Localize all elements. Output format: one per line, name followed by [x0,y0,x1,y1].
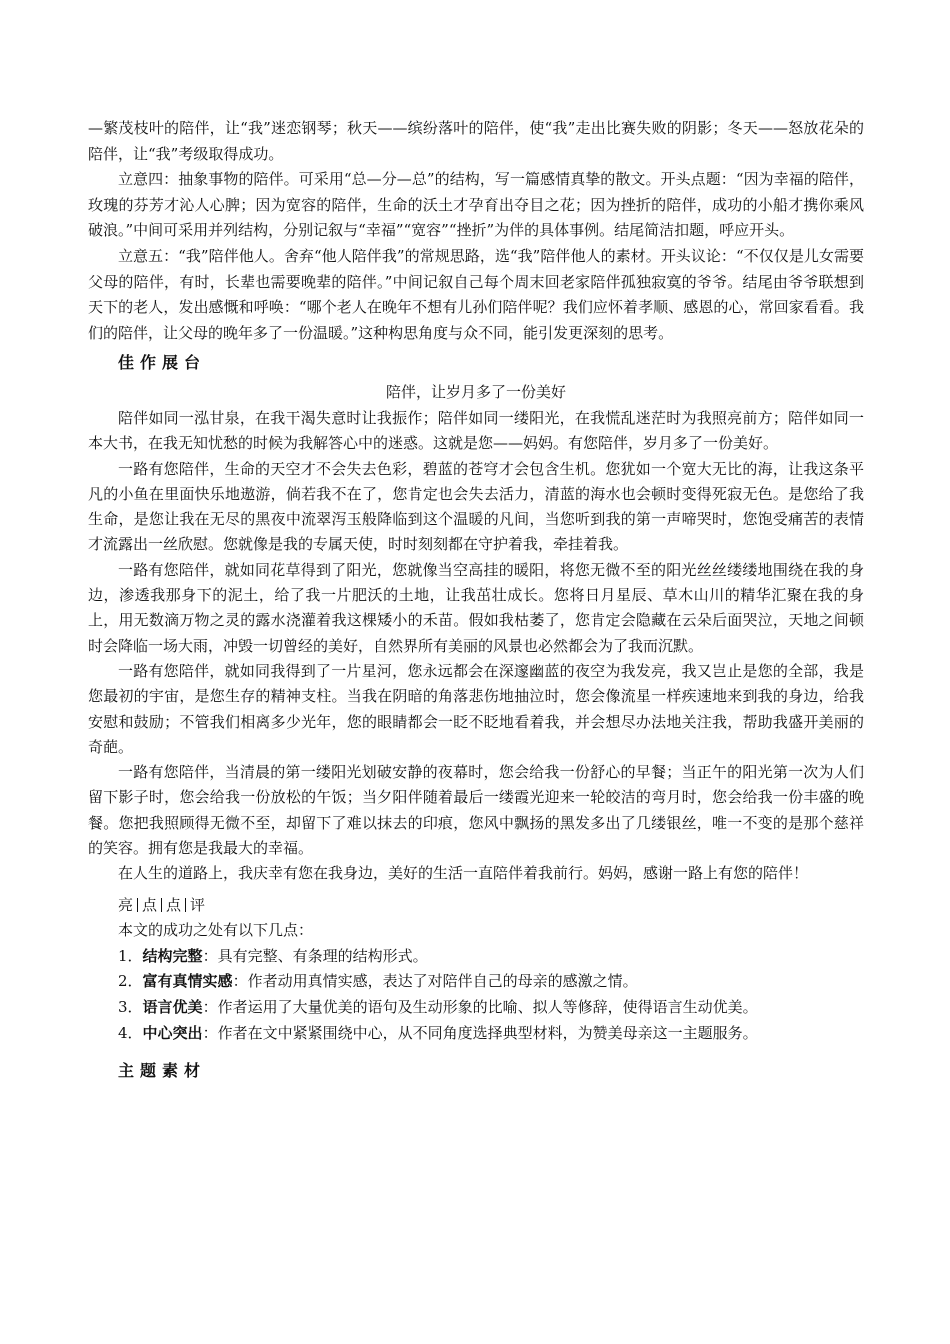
essay-paragraph: 一路有您陪伴，当清晨的第一缕阳光划破安静的夜幕时，您会给我一份舒心的早餐；当正午的阳光第一次为人们留下影子时，您会给我一份放松的午饭；当夕阳伴随着最后一缕霞光迎来一轮皎洁的弯月时，您会给我一份丰盛的晚餐。您把我照顾得无微不至，却留下了难以抹去的印痕，您风中飘扬的黑发多出了几缕银丝，唯一不变的是那个慈祥的笑容。拥有您是我最大的幸福。 [88,763,864,857]
item-text: ：具有完整、有条理的结构形式。 [202,946,428,965]
comment-item [88,1021,864,1047]
essay-body [88,406,864,887]
comment-label-char: 亮 [118,895,134,914]
item-number: 3． [118,997,143,1016]
item-key: 结构完整 [142,946,203,965]
item-key: 中心突出 [142,1023,203,1042]
comment-label [88,893,864,919]
item-text: ：作者动用真情实感，表达了对陪伴自己的母亲的感激之情。 [232,972,638,991]
divider [185,898,186,912]
essay-paragraph: 一路有您陪伴，就如同我得到了一片星河，您永远都会在深邃幽蓝的夜空为我发亮，我又岂止是您的全部，我是您最初的宇宙，是您生存的精神支柱。当我在阴暗的角落悲伤地抽泣时，您会像流星一样疾速地来到我的身边，给我安慰和鼓励；不管我们相离多少光年，您的眼睛都会一眨不眨地看着我，并会想尽办法地关注我，帮助我盛开美丽的奇葩。 [88,661,864,756]
item-key: 语言优美 [142,997,203,1016]
essay-paragraph: 在人生的道路上，我庆幸有您在我身边，美好的生活一直陪伴着我前行。妈妈，感谢一路上有您的陪伴！ [118,864,809,883]
essay-paragraph: 陪伴如同一泓甘泉，在我干渴失意时让我振作；陪伴如同一缕阳光，在我慌乱迷茫时为我照亮前方；陪伴如同一本大书，在我无知忧愁的时候为我解答心中的迷惑。这就是您——妈妈。有您陪伴，岁月多了一份美好。 [88,408,864,453]
intro-continuation: —繁茂枝叶的陪伴，让“我”迷恋钢琴；秋天——缤纷落叶的陪伴，使“我”走出比赛失败的阴影；冬天——怒放花朵的陪伴，让“我”考级取得成功。 [88,119,864,163]
section-heading-showcase: 佳作展台 [118,353,207,373]
item-key: 富有真情实感 [142,972,233,991]
essay-paragraph: 一路有您陪伴，生命的天空才不会失去色彩，碧蓝的苍穹才会包含生机。您犹如一个宽大无比的海，让我这条平凡的小鱼在里面快乐地遨游，倘若我不在了，您肯定也会失去活力，清蓝的海水也会顿时变得死寂无色。是您给了我生命，是您让我在无尽的黑夜中流翠泻玉般降临到这个温暖的凡间，当您听到我的第一声啼哭时，您饱受痛苦的表情才流露出一丝欣慰。您就像是我的专属天使，时时刻刻都在守护着我，牵挂着我。 [88,459,864,554]
idea-four: 立意四：抽象事物的陪伴。可采用“总—分—总”的结构，写一篇感情真挚的散文。开头点题：“因为幸福的陪伴，玫瑰的芬芳才沁人心脾；因为宽容的陪伴，生命的沃土才孕育出夺目之花；因为挫折的陪伴，成功的小船才携你乘风破浪。”中间可采用并列结构，分别记叙与“幸福”“宽容”“挫折”为伴的具体事例。结尾简洁扣题，呼应开头。 [88,170,864,240]
comment-lead: 本文的成功之处有以下几点： [118,921,314,940]
idea-five: 立意五：“我”陪伴他人。舍弃“他人陪伴我”的常规思路，选“我”陪伴他人的素材。开头议论：“不仅仅是儿女需要父母的陪伴，有时，长辈也需要晚辈的陪伴。”中间记叙自己每个周末回老家陪伴孤独寂寞的爷爷。结尾由爷爷联想到天下的老人，发出感慨和呼唤：“哪个老人在晚年不想有儿孙们陪伴呢？我们应怀着孝顺、感恩的心，常回家看看。我们的陪伴，让父母的晚年多了一份温暖。”这种构思角度与众不同，能引发更深刻的思考。 [88,246,864,342]
item-text: ：作者在文中紧紧围绕中心，从不同角度选择典型材料，为赞美母亲这一主题服务。 [202,1023,758,1042]
comment-item [88,995,864,1021]
item-number: 1． [118,946,143,965]
section-heading-materials: 主题素材 [118,1061,207,1081]
comment-item [88,969,864,995]
divider [161,898,162,912]
item-number: 2． [118,972,143,991]
divider [137,898,138,912]
comment-label-char: 点 [142,895,158,914]
comment-label-char: 评 [190,895,206,914]
item-text: ：作者运用了大量优美的语句及生动形象的比喻、拟人等修辞，使得语言生动优美。 [202,997,758,1016]
document-page [88,116,864,1086]
comment-item [88,944,864,970]
essay-paragraph: 一路有您陪伴，就如同花草得到了阳光，您就像当空高挂的暖阳，将您无微不至的阳光丝丝缕缕地围绕在我的身边，渗透我那身下的泥土，给了我一片肥沃的土地，让我茁壮成长。您将日月星辰、草木山川的精华汇聚在我的身上，用无数滴万物之灵的露水浇灌着我这棵矮小的禾苗。假如我枯萎了，您肯定会隐藏在云朵后面哭泣，天地之间顿时会降临一场大雨，冲毁一切曾经的美好，自然界所有美丽的风景也必然都会为了我而沉默。 [88,560,864,655]
comment-label-char: 点 [166,895,182,914]
essay-title: 陪伴，让岁月多了一份美好 [385,383,566,402]
item-number: 4． [118,1023,143,1042]
